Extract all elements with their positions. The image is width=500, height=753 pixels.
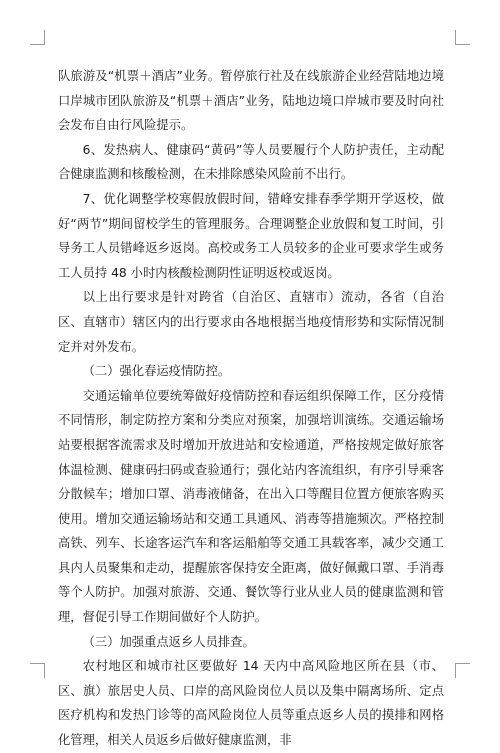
- paragraph-transport: 交通运输单位要统筹做好疫情防控和春运组织保障工作，区分疫情不同情形，制定防控方案和分类应对预案，加强培训演练。交通运输场站要根据客流需求及时增加开放进站和安检通道，严格按规定做好旅客体温检测、健康码扫码或查验通行；强化站内客流组织，有序引导乘客分散候车；增加口罩、消毒液储备，在出入口等醒目位置方便旅客购买使用。增加交通运输场站和交通工具通风、消毒等措施频次。严格控制高铁、列车、长途客运汽车和客运船舶等交通工具载客率，减少交通工具内人员聚集和走动，提醒旅客保持安全距离，做好佩戴口罩、手消毒等个人防护。加强对旅游、交通、餐饮等行业从业人员的健康监测和管理，督促引导工作期间做好个人防护。: [58, 388, 444, 625]
- paragraph-item-7: 7、优化调整学校寒假放假时间，错峰安排春季学期开学返校，做好“两节”期间留校学生的管理服务。合理调整企业放假和复工时间，引导务工人员错峰返乡返岗。高校或务工人员较多的企业可要求学生或务工人员持 48 小时内核酸检测阴性证明返校或返岗。: [58, 191, 444, 280]
- document-page: [58, 64, 444, 753]
- paragraph-item-6: 6、发热病人、健康码“黄码”等人员要履行个人防护责任，主动配合健康监测和核酸检测，在未排除感染风险前不出行。: [58, 142, 444, 182]
- paragraph-continued: 队旅游及“机票＋酒店”业务。暂停旅行社及在线旅游企业经营陆地边境口岸城市团队旅游及“机票＋酒店”业务，陆地边境口岸城市要及时向社会发布自由行风险提示。: [58, 69, 444, 133]
- crop-mark-top-left: [30, 30, 45, 45]
- crop-mark-bottom-left: [30, 663, 45, 678]
- section-heading-3: （三）加强重点返乡人员排查。: [82, 634, 255, 649]
- crop-mark-top-right: [455, 30, 470, 45]
- crop-mark-bottom-right: [455, 663, 470, 678]
- paragraph-travel-scope: 以上出行要求是针对跨省（自治区、直辖市）流动，各省（自治区、直辖市）辖区内的出行要求由各地根据当地疫情形势和实际情况制定并对外发布。: [58, 290, 444, 354]
- paragraph-returnees: 农村地区和城市社区要做好 14 天内中高风险地区所在县（市、区、旗）旅居史人员、口岸的高风险岗位人员以及集中隔离场所、定点医疗机构和发热门诊等的高风险岗位人员等重点返乡人员的摸排和网格化管理，相关人员返乡后做好健康监测，非: [58, 659, 444, 748]
- section-heading-2: （二）强化春运疫情防控。: [82, 364, 231, 379]
